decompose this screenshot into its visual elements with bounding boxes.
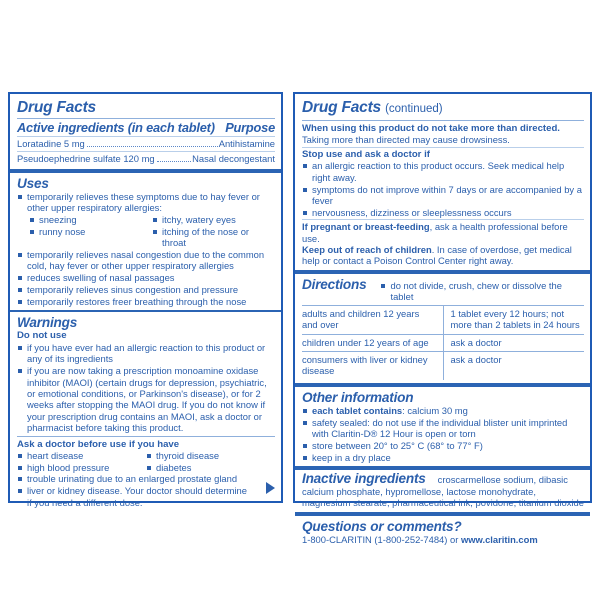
list-item: thyroid disease [146, 450, 275, 462]
list-item: runny nose [29, 226, 152, 249]
when-using-text: Taking more than directed may cause drowsiness. [302, 134, 510, 146]
directions-heading: Directions [302, 276, 367, 292]
stop-use-list [302, 160, 584, 218]
keep-out-warning-text: . In case of overdose, get medical help or contact a Poison Control Center right away. [302, 244, 572, 267]
list-item: itching of the nose or throat [152, 226, 275, 249]
ingredient-purpose: Nasal decongestant [192, 153, 275, 165]
list-item: keep in a dry place [302, 452, 584, 463]
list-item: an allergic reaction to this product occurs. Seek medical help right away. [302, 160, 584, 183]
directions-who: consumers with liver or kidney disease [302, 351, 443, 379]
ask-doctor-list [17, 473, 275, 508]
section-band [295, 383, 590, 387]
list-item: nervousness, dizziness or sleeplessness occurs [302, 207, 584, 218]
section-band [295, 270, 590, 274]
ingredient-name: Pseudoephedrine sulfate 120 mg [17, 153, 155, 165]
table-row [302, 305, 584, 334]
list-item: safety sealed: do not use if the individual blister unit imprinted with Claritin-D® 12 Hour is open or torn [302, 417, 584, 440]
phone-number[interactable]: 1-800-CLARITIN (1-800-252-7484) [302, 534, 448, 546]
panel-left-title: Drug Facts [17, 99, 96, 116]
divider [302, 120, 584, 121]
divider [17, 151, 275, 152]
list-item: temporarily relieves these symptoms due to hay fever or other upper respiratory allergies: [17, 191, 275, 214]
list-item: itchy, watery eyes [152, 214, 275, 226]
list-item: if you have ever had an allergic reaction to this product or any of its ingredients [17, 342, 275, 365]
list-item: temporarily relieves sinus congestion and pressure [17, 284, 275, 295]
directions-dose: ask a doctor [443, 351, 584, 379]
other-information-heading: Other information [302, 389, 414, 405]
list-item: trouble urinating due to an enlarged prostate gland [17, 473, 275, 484]
active-ingredients-heading: Active ingredients (in each tablet) [17, 120, 215, 135]
stop-use-heading: Stop use and ask a doctor if [302, 148, 430, 160]
website-link[interactable]: www.claritin.com [460, 534, 538, 546]
inactive-ingredients-text: croscarmellose sodium, dibasic calcium phosphate, hypromellose, lactose monohydrate, magnesium stearate, pharmaceutical ink, povidone, titanium dioxide [302, 474, 584, 509]
panel-right-title-suffix: (continued) [385, 103, 443, 115]
section-band [10, 310, 281, 312]
directions-dose: ask a doctor [443, 334, 584, 351]
ingredient-name: Loratadine 5 mg [17, 138, 85, 149]
pregnant-warning [302, 221, 584, 244]
directions-note: do not divide, crush, chew or dissolve the tablet [380, 280, 584, 303]
section-band [295, 512, 590, 516]
table-row [302, 334, 584, 351]
uses-list [17, 191, 275, 214]
directions-header [302, 277, 584, 303]
divider [17, 118, 275, 119]
list-item: store between 20° to 25° C (68° to 77° F) [302, 440, 584, 451]
section-band [10, 169, 281, 173]
leader-dots [157, 161, 192, 162]
uses-heading: Uses [17, 175, 49, 191]
list-item: heart disease [17, 450, 146, 462]
keep-out-warning-bold: Keep out of reach of children [302, 244, 432, 256]
list-item: temporarily restores freer breathing through the nose [17, 296, 275, 307]
divider [17, 136, 275, 137]
list-item: diabetes [146, 462, 275, 474]
list-item: symptoms do not improve within 7 days or are accompanied by a fever [302, 184, 584, 207]
divider [17, 436, 275, 437]
active-ingredients-heading-row [17, 121, 275, 135]
table-row [302, 351, 584, 379]
directions-table [302, 305, 584, 380]
other-information-list [302, 405, 584, 464]
do-not-use-label: Do not use [17, 330, 67, 342]
keep-out-warning [302, 244, 584, 267]
pregnant-warning-text: , ask a health professional before use. [302, 221, 568, 244]
list-item: if you are now taking a prescription monoamine oxidase inhibitor (MAOI) (certain drugs for depression, psychiatric, or emotional conditions, or Parkinson's disease), or for 2 weeks after stopping the MAOI drug. If you do not know if your prescription drug contains an MAOI, ask a doctor or pharmacist before taking this product. [17, 365, 275, 433]
list-item-text: : calcium 30 mg [402, 404, 468, 416]
leader-dots [87, 146, 218, 147]
directions-who: children under 12 years of age [302, 334, 443, 351]
list-item: reduces swelling of nasal passages [17, 272, 275, 283]
questions-heading: Questions or comments? [302, 519, 462, 535]
when-using-bold: When using this product do not take more than directed. [302, 123, 560, 134]
questions-contact [302, 534, 584, 545]
ask-doctor-pairs-list [17, 450, 275, 473]
active-ingredient-row [17, 138, 275, 150]
directions-who: adults and children 12 years and over [302, 305, 443, 334]
drug-facts-panel-left [8, 92, 283, 508]
panel-right-title [302, 99, 584, 118]
directions-dose: 1 tablet every 12 hours; not more than 2 tablets in 24 hours [443, 305, 584, 334]
conjunction: or [447, 534, 461, 546]
uses-symptoms-list [29, 214, 275, 249]
uses-list-continued [17, 249, 275, 308]
list-item: high blood pressure [17, 462, 146, 474]
right-arrow-icon [266, 482, 275, 494]
drug-facts-panel-right [293, 92, 592, 546]
inactive-ingredients [302, 473, 584, 509]
list-item-bold: each tablet contains [312, 404, 403, 416]
do-not-use-list [17, 342, 275, 434]
list-item: sneezing [29, 214, 152, 226]
list-item: temporarily relieves nasal congestion due to the common cold, hay fever or other upper respiratory allergies [17, 249, 275, 272]
section-band [295, 466, 590, 470]
ask-doctor-label: Ask a doctor before use if you have [17, 438, 180, 450]
pregnant-warning-bold: If pregnant or breast-feeding [302, 221, 430, 233]
panel-right-title-text: Drug Facts [302, 99, 381, 116]
divider [302, 147, 584, 148]
inactive-ingredients-heading: Inactive ingredients [302, 471, 426, 487]
purpose-heading: Purpose [225, 120, 275, 135]
warnings-heading: Warnings [17, 315, 78, 331]
list-item [302, 405, 584, 416]
active-ingredient-row [17, 153, 275, 165]
ingredient-purpose: Antihistamine [218, 138, 275, 149]
list-item: liver or kidney disease. Your doctor should determine if you need a different dose. [17, 485, 275, 508]
divider [302, 219, 584, 220]
